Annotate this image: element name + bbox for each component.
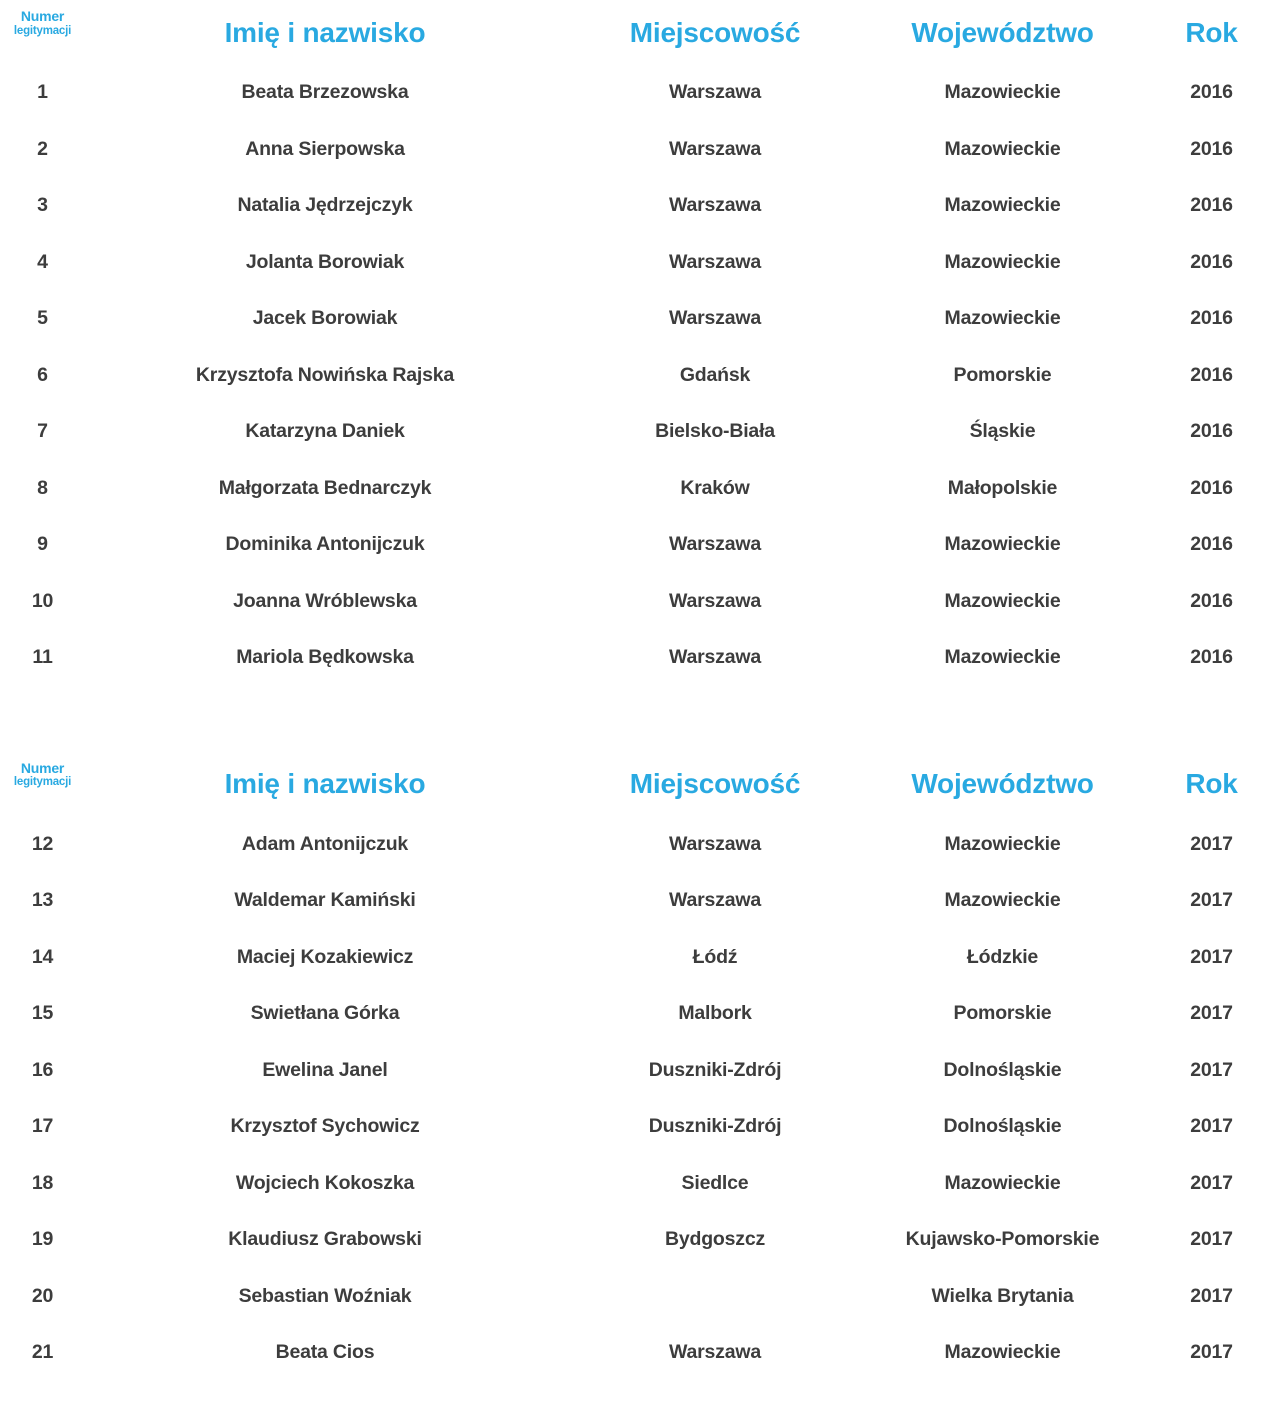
cell-city: Kraków [680,476,750,499]
cell-numer-legitymacji: 20 [31,1284,54,1307]
cell-numer-legitymacji: 5 [37,307,48,330]
cell-voivodeship: Pomorskie [953,1002,1052,1025]
column-header-numer-legitymacji [0,754,85,791]
table-header-row [0,2,1283,64]
cell-year: 2016 [1190,476,1233,499]
table-row [0,290,1283,347]
cell-year: 2017 [1190,1115,1233,1138]
cell-name: Małgorzata Bednarczyk [218,476,432,499]
table-row [0,1211,1283,1268]
column-header-numer-line2: legitymacji [13,24,72,37]
table-row [0,1098,1283,1155]
cell-city: Warszawa [669,533,761,556]
column-header-city: Miejscowość [629,768,801,800]
column-header-numer-line1: Numer [20,8,65,24]
cell-city: Siedlce [681,1171,749,1194]
cell-voivodeship: Mazowieckie [944,250,1061,273]
cell-city: Bielsko-Biała [655,420,775,443]
cell-city: Duszniki-Zdrój [648,1058,782,1081]
cell-year: 2017 [1190,832,1233,855]
table-row [0,872,1283,929]
cell-year: 2016 [1190,363,1233,386]
cell-name: Joanna Wróblewska [233,589,417,612]
column-header-name: Imię i nazwisko [224,16,426,48]
table-row [0,403,1283,460]
column-header-year: Rok [1185,768,1238,800]
cell-year: 2016 [1190,194,1233,217]
cell-city: Bydgoszcz [664,1228,766,1251]
table-row [0,1155,1283,1212]
cell-city: Warszawa [669,194,761,217]
cell-city: Warszawa [669,646,761,669]
cell-name: Klaudiusz Grabowski [228,1228,422,1251]
cell-year: 2017 [1190,1228,1233,1251]
cell-name: Krzysztof Sychowicz [230,1115,420,1138]
table-row [0,629,1283,686]
cell-city: Warszawa [669,589,761,612]
cell-year: 2016 [1190,250,1233,273]
member-table-2017 [0,754,1283,1381]
table-row [0,177,1283,234]
cell-city: Warszawa [669,250,761,273]
cell-year: 2016 [1190,420,1233,443]
cell-year: 2017 [1190,1341,1233,1364]
cell-name: Maciej Kozakiewicz [236,945,414,968]
cell-numer-legitymacji: 7 [37,420,48,443]
cell-name: Katarzyna Daniek [245,420,405,443]
cell-voivodeship: Śląskie [969,420,1036,443]
cell-year: 2016 [1190,81,1233,104]
table-body-2016 [0,64,1283,686]
cell-voivodeship: Mazowieckie [944,307,1061,330]
cell-voivodeship: Mazowieckie [944,589,1061,612]
table-row [0,929,1283,986]
cell-name: Anna Sierpowska [245,137,405,160]
cell-numer-legitymacji: 10 [31,589,54,612]
table-row [0,347,1283,404]
table-row [0,121,1283,178]
cell-name: Beata Brzezowska [241,81,409,104]
cell-numer-legitymacji: 9 [37,533,48,556]
cell-year: 2017 [1190,1058,1233,1081]
cell-city: Warszawa [669,1341,761,1364]
table-row [0,816,1283,873]
cell-voivodeship: Mazowieckie [944,137,1061,160]
cell-voivodeship: Mazowieckie [944,832,1061,855]
column-header-year: Rok [1185,16,1238,48]
table-header-row [0,754,1283,816]
cell-year: 2017 [1190,889,1233,912]
cell-numer-legitymacji: 17 [31,1115,54,1138]
cell-numer-legitymacji: 13 [31,889,54,912]
member-table-2016 [0,2,1283,686]
cell-name: Jolanta Borowiak [245,250,405,273]
cell-year: 2017 [1190,1171,1233,1194]
cell-voivodeship: Dolnośląskie [943,1058,1062,1081]
cell-name: Natalia Jędrzejczyk [237,194,413,217]
column-header-name: Imię i nazwisko [224,768,426,800]
cell-city: Warszawa [669,889,761,912]
cell-voivodeship: Wielka Brytania [931,1284,1074,1307]
cell-voivodeship: Mazowieckie [944,1341,1061,1364]
cell-name: Adam Antonijczuk [241,832,409,855]
table-row [0,1042,1283,1099]
cell-voivodeship: Dolnośląskie [943,1115,1062,1138]
cell-name: Wojciech Kokoszka [235,1171,415,1194]
cell-year: 2017 [1190,1002,1233,1025]
cell-year: 2016 [1190,137,1233,160]
cell-voivodeship: Mazowieckie [944,194,1061,217]
cell-name: Krzysztofa Nowińska Rajska [195,363,455,386]
cell-year: 2016 [1190,646,1233,669]
cell-year: 2016 [1190,589,1233,612]
cell-name: Mariola Będkowska [236,646,414,669]
column-header-numer-line2: legitymacji [13,776,72,789]
cell-year: 2016 [1190,533,1233,556]
cell-numer-legitymacji: 18 [31,1171,54,1194]
cell-city: Warszawa [669,81,761,104]
column-header-city: Miejscowość [629,16,801,48]
cell-numer-legitymacji: 16 [31,1058,54,1081]
table-row [0,1324,1283,1381]
table-row [0,64,1283,121]
cell-numer-legitymacji: 19 [31,1228,54,1251]
table-row [0,1268,1283,1325]
column-header-voivodeship: Województwo [911,768,1094,800]
cell-year: 2017 [1190,1284,1233,1307]
cell-numer-legitymacji: 8 [37,476,48,499]
cell-voivodeship: Mazowieckie [944,889,1061,912]
cell-numer-legitymacji: 21 [31,1341,54,1364]
cell-name: Dominika Antonijczuk [225,533,425,556]
cell-numer-legitymacji: 15 [31,1002,54,1025]
cell-numer-legitymacji: 2 [37,137,48,160]
cell-year: 2017 [1190,945,1233,968]
table-body-2017 [0,816,1283,1381]
cell-city: Łódź [692,945,738,968]
cell-name: Beata Cios [275,1341,375,1364]
cell-numer-legitymacji: 6 [37,363,48,386]
cell-voivodeship: Kujawsko-Pomorskie [905,1228,1100,1251]
table-row [0,460,1283,517]
cell-voivodeship: Mazowieckie [944,533,1061,556]
cell-name: Jacek Borowiak [252,307,398,330]
cell-city: Malbork [678,1002,752,1025]
cell-voivodeship: Mazowieckie [944,646,1061,669]
cell-numer-legitymacji: 1 [37,81,48,104]
column-header-numer-line1: Numer [20,759,65,776]
cell-numer-legitymacji: 3 [37,194,48,217]
cell-name: Waldemar Kamiński [234,889,416,912]
cell-numer-legitymacji: 11 [32,646,53,669]
column-header-numer-legitymacji [0,2,85,39]
cell-city: Gdańsk [679,363,751,386]
cell-name: Sebastian Woźniak [238,1284,412,1307]
cell-city: Warszawa [669,137,761,160]
cell-city: Warszawa [669,307,761,330]
cell-year: 2016 [1190,307,1233,330]
table-row [0,573,1283,630]
column-header-voivodeship: Województwo [911,16,1094,48]
cell-voivodeship: Mazowieckie [944,1171,1061,1194]
table-row [0,985,1283,1042]
table-row [0,516,1283,573]
cell-city: Duszniki-Zdrój [648,1115,782,1138]
cell-numer-legitymacji: 4 [37,250,48,273]
cell-numer-legitymacji: 12 [31,832,54,855]
cell-voivodeship: Mazowieckie [944,81,1061,104]
cell-voivodeship: Łódzkie [966,945,1039,968]
cell-voivodeship: Pomorskie [953,363,1052,386]
table-row [0,234,1283,291]
cell-name: Swietłana Górka [250,1002,400,1025]
cell-name: Ewelina Janel [262,1058,388,1081]
cell-voivodeship: Małopolskie [947,476,1058,499]
cell-numer-legitymacji: 14 [31,945,54,968]
cell-city: Warszawa [669,832,761,855]
